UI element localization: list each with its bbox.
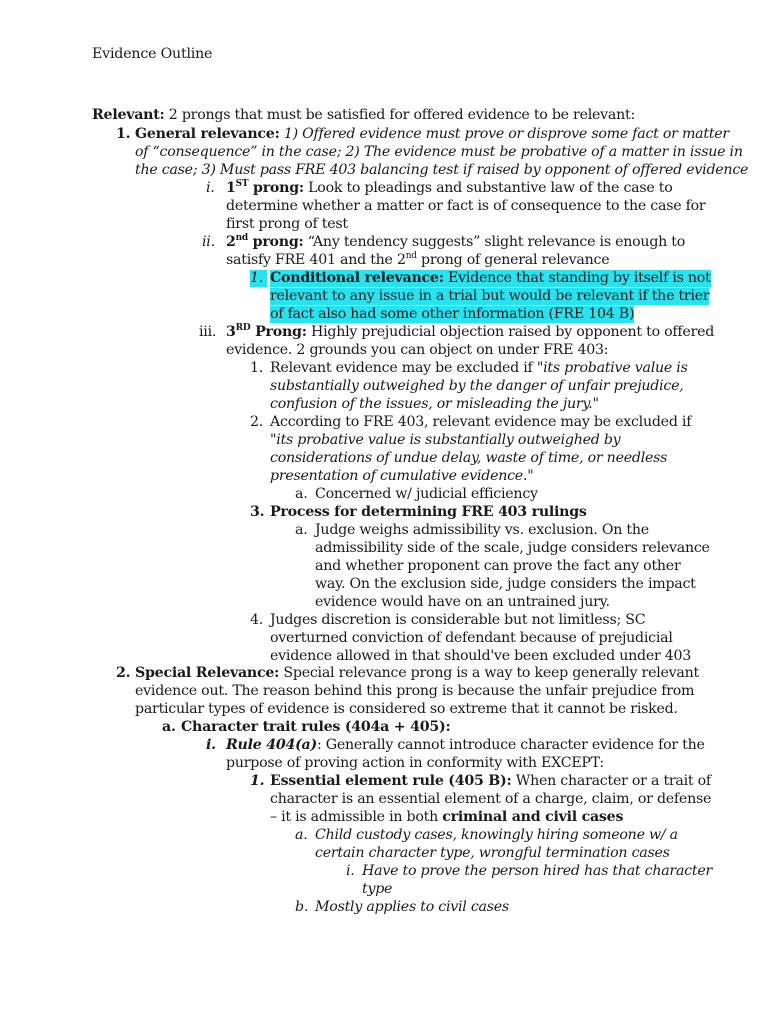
p3-1-line-3: confusion of the issues, or misleading the jury." bbox=[270, 396, 599, 412]
special-line-1: Special Relevance: Special relevance prong is a way to keep generally relevant bbox=[135, 665, 699, 681]
ess-a-line-2: certain character type, wrongful termination cases bbox=[315, 845, 670, 861]
p3-2a-number: a. bbox=[295, 486, 308, 502]
p3-4-line-3: evidence allowed in that should've been excluded under 403 bbox=[270, 648, 692, 664]
page-header: Evidence Outline bbox=[92, 46, 213, 62]
p3-2-line-1: According to FRE 403, relevant evidence may be excluded if bbox=[270, 414, 692, 430]
prong3-label: 3RD Prong: bbox=[226, 323, 307, 340]
ess-a-i-number: i. bbox=[346, 863, 355, 879]
p3-3-number: 3. bbox=[250, 504, 265, 520]
p3-3a-line-5: evidence would have on an untrained jury. bbox=[315, 594, 610, 610]
character-number: a. bbox=[162, 719, 176, 735]
p3-1-line-1: Relevant evidence may be excluded if "its probative value is bbox=[270, 360, 688, 376]
special-line-2: evidence out. The reason behind this prong is because the unfair prejudice from bbox=[135, 683, 695, 699]
p3-4-line-1: Judges discretion is considerable but not limitless; SC bbox=[270, 612, 646, 628]
essential-line-2: character is an essential element of a charge, claim, or defense bbox=[270, 791, 712, 807]
p3-3a-line-2: admissibility side of the scale, judge considers relevance bbox=[315, 540, 710, 556]
general-line-2: of “consequence” in the case; 2) The evidence must be probative of a matter in issue in bbox=[135, 144, 743, 160]
relevant-text: 2 prongs that must be satisfied for offered evidence to be relevant: bbox=[164, 107, 636, 123]
p3-1-number: 1. bbox=[250, 360, 264, 376]
ess-b-number: b. bbox=[295, 899, 309, 915]
conditional-line-3: of fact also had some other information (FRE 104 B) bbox=[270, 306, 635, 322]
ess-b-line-1: Mostly applies to civil cases bbox=[315, 899, 509, 915]
p3-3a-line-4: way. On the exclusion side, judge considers the impact bbox=[315, 576, 696, 592]
p3-3a-line-1: Judge weighs admissibility vs. exclusion. On the bbox=[315, 522, 649, 538]
p3-3a-line-3: and whether proponent can prove the fact any other bbox=[315, 558, 681, 574]
special-line-3: particular types of evidence is considered so extreme that it cannot be risked. bbox=[135, 701, 678, 717]
general-line-1: General relevance: 1) Offered evidence must prove or disprove some fact or matter bbox=[135, 126, 729, 142]
prong3-line-1: 3RD Prong: Highly prejudicial objection raised by opponent to offered bbox=[226, 323, 715, 340]
p3-3-line-1: Process for determining FRE 403 rulings bbox=[270, 504, 587, 520]
rule404-label: Rule 404(a) bbox=[226, 737, 317, 753]
prong2-label: 2nd prong: bbox=[226, 233, 304, 250]
p3-2-line-4: presentation of cumulative evidence." bbox=[270, 468, 534, 484]
rule404-line-2: purpose of proving action in conformity with EXCEPT: bbox=[226, 755, 604, 771]
relevant-label: Relevant: bbox=[92, 107, 165, 123]
special-number: 2. bbox=[116, 665, 131, 681]
p3-2-line-3: considerations of undue delay, waste of time, or needless bbox=[270, 450, 668, 466]
essential-line-3: – it is admissible in both criminal and civil cases bbox=[270, 809, 624, 825]
prong2-line-2: satisfy FRE 401 and the 2nd prong of general relevance bbox=[226, 251, 610, 268]
special-label: Special Relevance: bbox=[135, 665, 280, 681]
conditional-line-2: relevant to any issue in a trial but would be relevant if the trier bbox=[270, 288, 710, 304]
p3-3a-number: a. bbox=[295, 522, 308, 538]
conditional-label: Conditional relevance: bbox=[270, 270, 444, 286]
ess-a-i-line-2: type bbox=[362, 881, 393, 897]
conditional-line-1: Conditional relevance: Evidence that standing by itself is not bbox=[270, 270, 711, 286]
character-line-1: Character trait rules (404a + 405): bbox=[181, 719, 451, 735]
p3-2a-line-1: Concerned w/ judicial efficiency bbox=[315, 486, 538, 502]
ess-a-line-1: Child custody cases, knowingly hiring someone w/ a bbox=[315, 827, 678, 843]
prong2-number: ii. bbox=[202, 234, 215, 250]
relevant-line bbox=[92, 107, 635, 124]
general-number: 1. bbox=[116, 126, 131, 142]
p3-2-line-2: "its probative value is substantially outweighed by bbox=[270, 432, 621, 448]
essential-line-1: Essential element rule (405 B): When character or a trait of bbox=[270, 773, 711, 789]
rule404-line-1: Rule 404(a): Generally cannot introduce character evidence for the bbox=[226, 737, 705, 753]
prong1-label: 1ST prong: bbox=[226, 179, 304, 196]
general-label: General relevance: bbox=[135, 126, 280, 142]
p3-2-number: 2. bbox=[250, 414, 264, 430]
ess-a-i-line-1: Have to prove the person hired has that character bbox=[362, 863, 713, 879]
prong2-line-1: 2nd prong: “Any tendency suggests” slight relevance is enough to bbox=[226, 233, 686, 250]
ess-a-number: a. bbox=[295, 827, 308, 843]
p3-4-line-2: overturned conviction of defendant because of prejudicial bbox=[270, 630, 673, 646]
p3-1-line-2: substantially outweighed by the danger of unfair prejudice, bbox=[270, 378, 684, 394]
general-line-3: the case; 3) Must pass FRE 403 balancing test if raised by opponent of offered evidence bbox=[135, 162, 749, 178]
prong3-number: iii. bbox=[199, 324, 217, 340]
p3-4-number: 4. bbox=[250, 612, 264, 628]
prong1-line-1: 1ST prong: Look to pleadings and substantive law of the case to bbox=[226, 179, 673, 196]
prong1-number: i. bbox=[206, 180, 215, 196]
prong3-line-2: evidence. 2 grounds you can object on under FRE 403: bbox=[226, 342, 609, 358]
essential-number: 1. bbox=[250, 773, 265, 789]
prong1-line-2: determine whether a matter or fact is of consequence to the case for bbox=[226, 198, 706, 214]
rule404-number: i. bbox=[206, 737, 216, 753]
prong1-line-3: first prong of test bbox=[226, 216, 348, 232]
essential-label: Essential element rule (405 B): bbox=[270, 773, 512, 789]
conditional-number: 1. bbox=[250, 270, 267, 287]
